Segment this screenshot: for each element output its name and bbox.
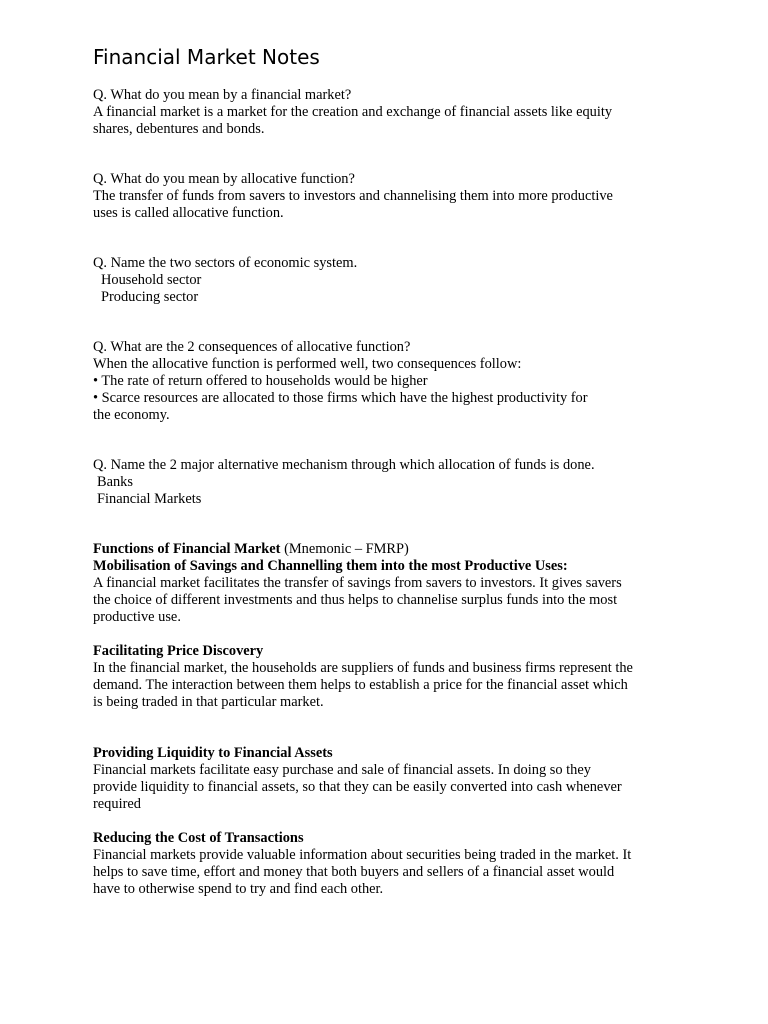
function-heading-cost-reduction: Reducing the Cost of Transactions xyxy=(93,830,304,846)
qa-block-sectors xyxy=(93,255,693,306)
answer-line: Producing sector xyxy=(101,289,199,305)
answer-line: Banks xyxy=(97,474,133,490)
function-text-line: the choice of different investments and thus helps to channelise surplus funds into the most xyxy=(93,592,618,608)
question-text: Q. What are the 2 consequences of allocative function? xyxy=(93,339,411,355)
answer-line: uses is called allocative function. xyxy=(93,205,284,221)
function-text-line: demand. The interaction between them helps to establish a price for the financial asset which xyxy=(93,677,628,693)
answer-line: The transfer of funds from savers to investors and channelising them into more productive xyxy=(93,188,613,204)
functions-section xyxy=(93,541,693,626)
answer-line: When the allocative function is performed well, two consequences follow: xyxy=(93,356,522,372)
function-text-line: A financial market facilitates the transfer of savings from savers to investors. It gives savers xyxy=(93,575,622,591)
function-heading-price-discovery: Facilitating Price Discovery xyxy=(93,643,264,659)
answer-line: shares, debentures and bonds. xyxy=(93,121,265,137)
qa-block-financial-market xyxy=(93,87,693,138)
function-liquidity xyxy=(93,745,693,813)
document-title: Financial Market Notes xyxy=(93,45,320,69)
function-cost-reduction xyxy=(93,830,693,898)
bullet-item: • The rate of return offered to households would be higher xyxy=(93,373,428,389)
answer-line: A financial market is a market for the creation and exchange of financial assets like equity xyxy=(93,104,613,120)
question-text: Q. What do you mean by a financial market? xyxy=(93,87,352,103)
question-text: Q. What do you mean by allocative function? xyxy=(93,171,355,187)
answer-line: Financial Markets xyxy=(97,491,202,507)
functions-heading-title: Functions of Financial Market xyxy=(93,541,281,557)
function-text-line: Financial markets provide valuable information about securities being traded in the market. It xyxy=(93,847,632,863)
bullet-item: • Scarce resources are allocated to those firms which have the highest productivity for xyxy=(93,390,588,406)
answer-line: the economy. xyxy=(93,407,170,423)
function-text-line: Financial markets facilitate easy purchase and sale of financial assets. In doing so they xyxy=(93,762,591,778)
qa-block-consequences xyxy=(93,339,693,424)
answer-line: Household sector xyxy=(101,272,202,288)
question-text: Q. Name the 2 major alternative mechanism through which allocation of funds is done. xyxy=(93,457,595,473)
function-heading-mobilisation: Mobilisation of Savings and Channelling them into the most Productive Uses: xyxy=(93,558,568,574)
qa-block-allocative-function xyxy=(93,171,693,222)
function-text-line: In the financial market, the households are suppliers of funds and business firms represent the xyxy=(93,660,633,676)
qa-block-mechanisms xyxy=(93,457,693,508)
function-text-line: have to otherwise spend to try and find each other. xyxy=(93,881,384,897)
function-text-line: provide liquidity to financial assets, so that they can be easily converted into cash whenever xyxy=(93,779,622,795)
function-text-line: helps to save time, effort and money that both buyers and sellers of a financial asset would xyxy=(93,864,615,880)
function-heading-liquidity: Providing Liquidity to Financial Assets xyxy=(93,745,333,761)
function-text-line: required xyxy=(93,796,141,812)
question-text: Q. Name the two sectors of economic system. xyxy=(93,255,358,271)
function-price-discovery xyxy=(93,643,693,711)
function-text-line: is being traded in that particular market. xyxy=(93,694,324,710)
functions-heading-note: (Mnemonic – FMRP) xyxy=(280,541,409,557)
function-text-line: productive use. xyxy=(93,609,181,625)
functions-heading xyxy=(93,541,693,558)
